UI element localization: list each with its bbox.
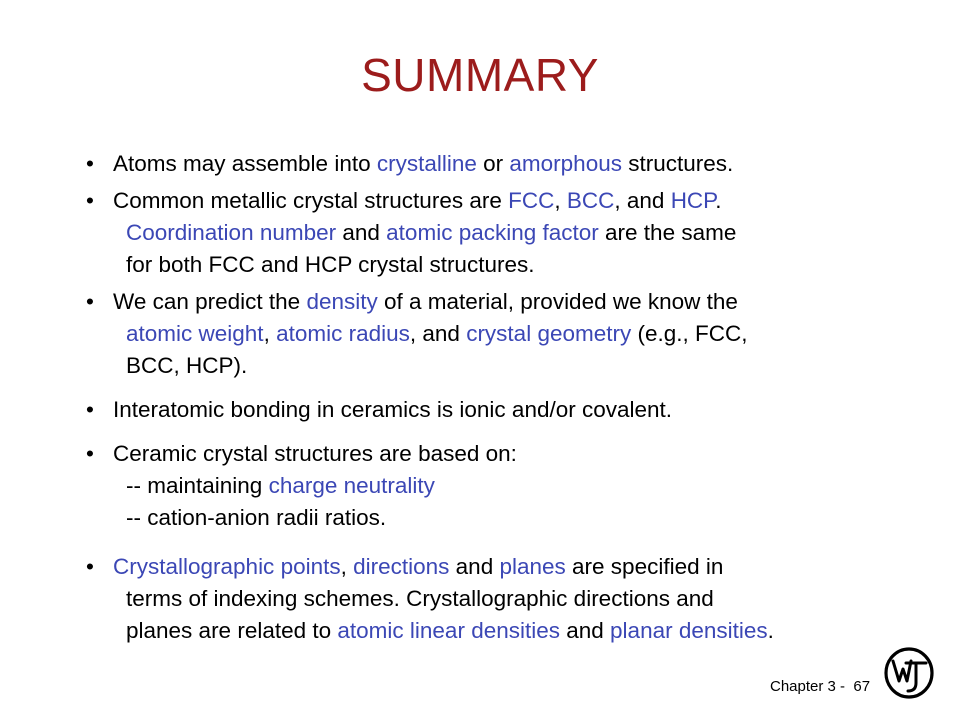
text-segment: are specified in	[565, 554, 724, 579]
bullet-item	[86, 185, 926, 281]
highlighted-term: FCC	[508, 188, 555, 213]
bullet-line	[113, 551, 926, 583]
text-segment: and	[560, 618, 611, 643]
bullet-item	[86, 286, 926, 382]
highlighted-term: planes	[499, 554, 566, 579]
highlighted-term: crystal geometry	[466, 321, 632, 346]
highlighted-term: Crystallographic points	[113, 554, 341, 579]
bullet-line	[113, 148, 926, 180]
wiley-logo-icon	[884, 647, 934, 699]
text-segment: .	[715, 188, 722, 213]
highlighted-term: HCP	[670, 188, 716, 213]
bullet-line	[113, 185, 926, 217]
text-segment: , and	[409, 321, 467, 346]
bullet-line	[113, 615, 926, 647]
slide-footer	[770, 678, 870, 695]
highlighted-term: Coordination number	[126, 220, 337, 245]
highlighted-term: density	[306, 289, 378, 314]
text-segment: Atoms may assemble into	[113, 151, 377, 176]
text-segment: planes are related to	[126, 618, 338, 643]
highlighted-term: crystalline	[376, 151, 477, 176]
bullet-item	[86, 148, 926, 180]
text-segment: BCC, HCP).	[126, 353, 248, 378]
bullet-dot: •	[86, 397, 94, 422]
text-segment: for both FCC and HCP crystal structures.	[126, 252, 535, 277]
bullet-dot: •	[86, 441, 94, 466]
bullet-list	[86, 148, 926, 647]
bullet-line	[113, 583, 926, 615]
bullet-item	[86, 394, 926, 426]
text-segment: ,	[263, 321, 277, 346]
bullet-line	[113, 217, 926, 249]
highlighted-term: atomic packing factor	[386, 220, 599, 245]
bullet-line	[113, 502, 926, 534]
bullet-line	[113, 470, 926, 502]
text-segment: (e.g., FCC,	[631, 321, 748, 346]
text-segment: are the same	[598, 220, 737, 245]
chapter-label: Chapter 3 -	[770, 678, 846, 695]
bullet-item	[86, 438, 926, 534]
text-segment: structures.	[621, 151, 734, 176]
bullet-dot: •	[86, 289, 94, 314]
text-segment: ,	[554, 188, 567, 213]
bullet-dot: •	[86, 188, 94, 213]
bullet-line	[113, 438, 926, 470]
text-segment: , and	[614, 188, 671, 213]
page-number: 67	[853, 678, 871, 695]
text-segment: terms of indexing schemes. Crystallographic directions and	[126, 586, 714, 611]
highlighted-term: BCC	[566, 188, 615, 213]
text-segment: and	[336, 220, 387, 245]
highlighted-term: charge neutrality	[268, 473, 435, 498]
bullet-dot: •	[86, 554, 94, 579]
bullet-line	[113, 286, 926, 318]
highlighted-term: amorphous	[509, 151, 622, 176]
text-segment: Interatomic bonding in ceramics is ionic and/or covalent.	[113, 397, 673, 422]
slide-title: SUMMARY	[361, 49, 599, 101]
text-segment: or	[476, 151, 510, 176]
bullet-line	[113, 249, 926, 281]
highlighted-term: atomic linear densities	[337, 618, 560, 643]
text-segment: ,	[340, 554, 354, 579]
highlighted-term: directions	[353, 554, 450, 579]
highlighted-term: atomic radius	[276, 321, 410, 346]
highlighted-term: atomic weight	[126, 321, 264, 346]
bullet-line	[113, 394, 926, 426]
bullet-line	[113, 318, 926, 350]
highlighted-term: planar densities	[610, 618, 768, 643]
bullet-line	[113, 350, 926, 382]
bullet-dot: •	[86, 151, 94, 176]
text-segment: .	[767, 618, 774, 643]
text-segment: of a material, provided we know the	[377, 289, 738, 314]
text-segment: We can predict the	[113, 289, 307, 314]
text-segment: -- cation-anion radii ratios.	[126, 505, 387, 530]
text-segment: Ceramic crystal structures are based on:	[113, 441, 517, 466]
text-segment: -- maintaining	[126, 473, 269, 498]
text-segment: and	[449, 554, 500, 579]
bullet-item	[86, 551, 926, 647]
text-segment: Common metallic crystal structures are	[113, 188, 509, 213]
